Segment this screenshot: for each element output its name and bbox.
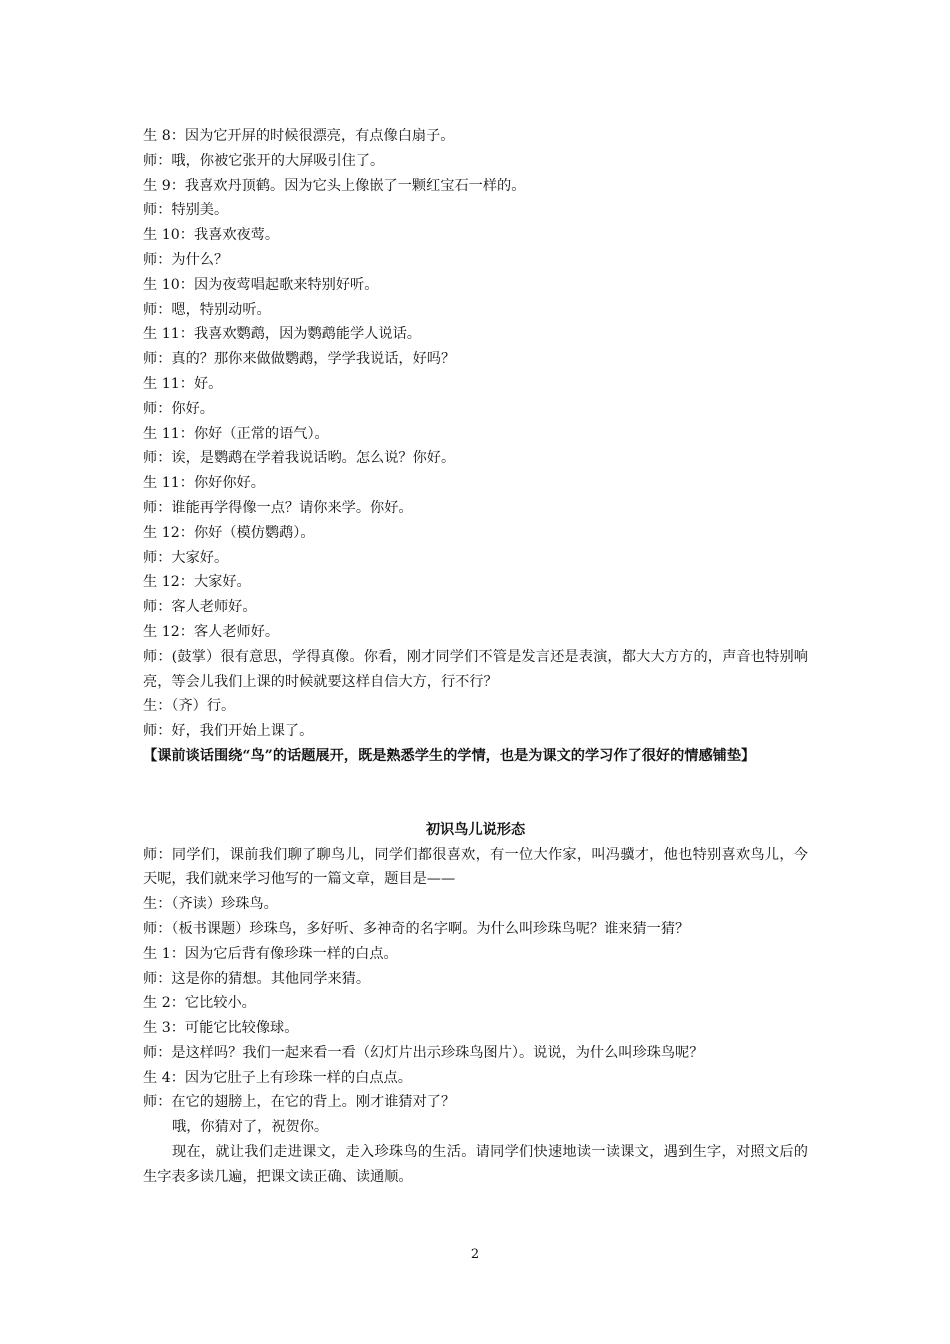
dialogue-line: 师：诶，是鹦鹉在学着我说话哟。怎么说？你好。 (143, 450, 456, 467)
dialogue-line: 生 12：大家好。 (143, 574, 251, 591)
teaching-comment: 【课前谈话围绕“鸟”的话题展开，既是熟悉学生的学情，也是为课文的学习作了很好的情感铺垫】 (143, 747, 756, 764)
dialogue-line: 生：（齐）行。 (143, 698, 236, 715)
dialogue-line: 生 11：我喜欢鹦鹉，因为鹦鹉能学人说话。 (143, 326, 421, 343)
dialogue-line: 生 11：你好（正常的语气）。 (143, 425, 329, 442)
dialogue-line: 生 4：因为它肚子上有珍珠一样的白点点。 (143, 1069, 412, 1086)
dialogue-line: 师：大家好。 (143, 549, 229, 566)
dialogue-line: 生 2：它比较小。 (143, 995, 256, 1012)
section-spacer (143, 769, 808, 818)
dialogue-section-2 (143, 818, 808, 1190)
dialogue-line: 生：（齐读）珍珠鸟。 (143, 896, 278, 913)
dialogue-line: 师：为什么？ (143, 251, 229, 268)
dialogue-line: 师：在它的翅膀上，在它的背上。刚才谁猜对了？ (143, 1094, 456, 1111)
dialogue-line: 师：是这样吗？我们一起来看一看（幻灯片出示珍珠鸟图片）。说说，为什么叫珍珠鸟呢？ (143, 1044, 704, 1061)
dialogue-line: 师：谁能再学得像一点？请你来学。你好。 (143, 499, 413, 516)
dialogue-line: 师：你好。 (143, 400, 214, 417)
dialogue-line: 师：特别美。 (143, 202, 229, 219)
dialogue-line: 生 10：我喜欢夜莺。 (143, 227, 280, 244)
section-heading: 初识鸟儿说形态 (425, 821, 526, 838)
dialogue-line: 生 8：因为它开屏的时候很漂亮，有点像白扇子。 (143, 128, 455, 144)
dialogue-paragraph: 师：同学们，课前我们聊了聊鸟儿，同学们都很喜欢，有一位大作家，叫冯骥才，他也特别喜欢鸟儿，今天呢，我们就来学习他写的一篇文章，题目是—— (143, 846, 808, 888)
dialogue-line: 师：好，我们开始上课了。 (143, 723, 314, 740)
dialogue-line: 师：哦，你被它张开的大屏吸引住了。 (143, 152, 385, 169)
dialogue-line: 生 10：因为夜莺唱起歌来特别好听。 (143, 276, 379, 293)
document-page (143, 124, 808, 1190)
dialogue-line: 师：真的？那你来做做鹦鹉，学学我说话，好吗？ (143, 351, 456, 368)
dialogue-line: 师：（板书课题）珍珠鸟，多好听、多神奇的名字啊。为什么叫珍珠鸟呢？谁来猜一猜？ (143, 920, 690, 937)
dialogue-line: 生 12：你好（模仿鹦鹉）。 (143, 524, 315, 541)
dialogue-line: 师：嗯，特别动听。 (143, 301, 271, 318)
dialogue-line: 生 9：我喜欢丹顶鹤。因为它头上像嵌了一颗红宝石一样的。 (143, 177, 526, 194)
dialogue-section-1 (143, 124, 808, 769)
dialogue-line: 生 11：你好你好。 (143, 475, 265, 492)
page-number: 2 (470, 1247, 480, 1262)
dialogue-paragraph: 师：(鼓掌）很有意思，学得真像。你看，刚才同学们不管是发言还是表演，都大大方方的，声音也特别响亮，等会儿我们上课的时候就要这样自信大方，行不行？ (143, 648, 808, 690)
indented-line: 哦，你猜对了，祝贺你。 (172, 1119, 329, 1136)
dialogue-line: 生 12：客人老师好。 (143, 623, 280, 640)
indented-paragraph: 现在，就让我们走进课文，走入珍珠鸟的生活。请同学们快速地读一读课文，遇到生字，对照文后的生字表多读几遍，把课文读正确、读通顺。 (143, 1144, 808, 1185)
dialogue-line: 生 3：可能它比较像球。 (143, 1020, 299, 1037)
dialogue-line: 师：客人老师好。 (143, 599, 257, 616)
dialogue-line: 生 1：因为它后背有像珍珠一样的白点。 (143, 945, 398, 962)
dialogue-line: 生 11：好。 (143, 375, 223, 392)
dialogue-line: 师：这是你的猜想。其他同学来猜。 (143, 970, 371, 987)
